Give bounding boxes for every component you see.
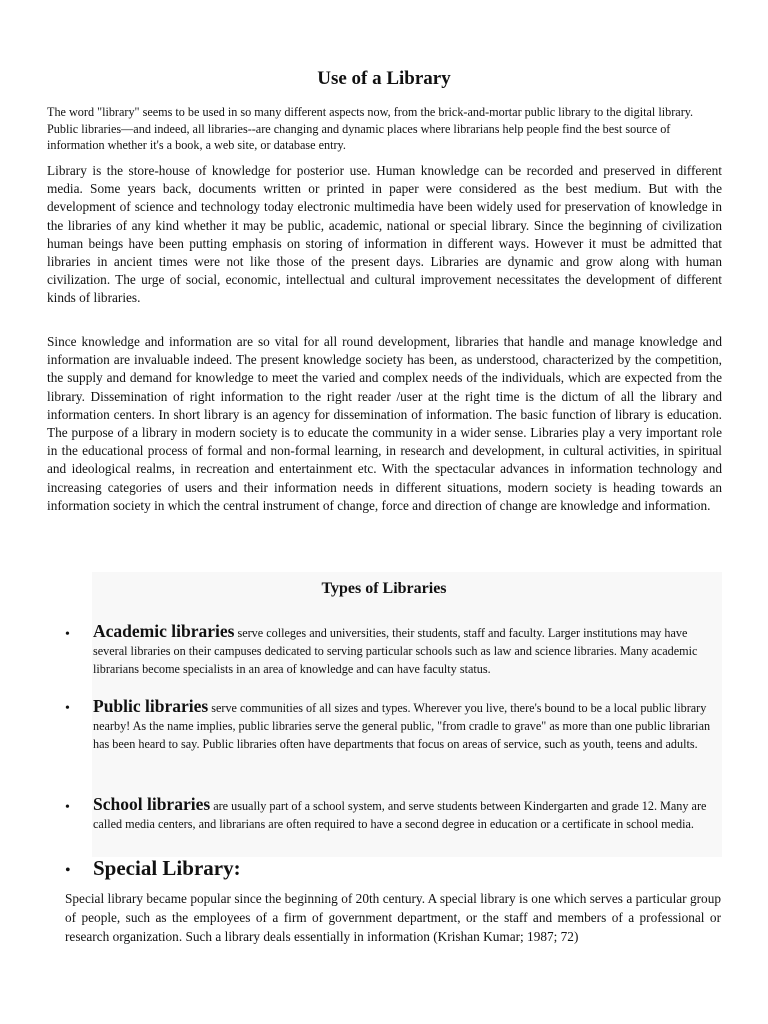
- page-title: Use of a Library: [317, 68, 451, 89]
- special-library-heading: Special Library:: [93, 856, 241, 880]
- bullet-icon: •: [65, 800, 70, 815]
- library-type-name: School libraries: [93, 794, 211, 814]
- library-type-name: Public libraries: [93, 696, 209, 716]
- bullet-icon: •: [65, 701, 70, 716]
- body-paragraph-1: Library is the store-house of knowledge for posterior use. Human knowledge can be recorded and preserved in different media. Some years back, documents written or printed in paper were considered as the best medium. But with the development of science and technology today electronic multimedia have been widely used for preservation of knowledge in the libraries of any kind whether it may be public, academic, national or special library. Since the beginning of civilization human beings have been putting emphasis on storing of information in different ways. However it must be admitted that libraries in ancient times were not like those of the present days. Libraries are dynamic and grow along with human civilization. The urge of social, economic, intellectual and cultural improvement necessitates the development of different kinds of libraries.: [47, 163, 722, 306]
- library-type-description: are usually part of a school system, and serve students between Kindergarten and grade 12. Many are called media centers, and librarians are often required to have a second degree in education or a certificate in school media.: [93, 799, 707, 831]
- intro-paragraph: The word "library" seems to be used in so many different aspects now, from the brick-and-mortar public library to the digital library. Public libraries—and indeed, all libraries--are changing and dynamic places where librarians help people find the best source of information whether it's a book, a web site, or database entry.: [47, 105, 694, 152]
- library-type-name: Academic libraries: [93, 621, 235, 641]
- body-paragraph-2: Since knowledge and information are so vital for all round development, libraries that handle and manage knowledge and information are invaluable indeed. The present knowledge society has been, as understood, characterized by the competition, the supply and demand for knowledge to meet the varied and complex needs of the individuals, which are expected from the library. Dissemination of right information to the right reader /user at the right time is the dictum of all the library and information centers. In short library is an agency for dissemination of information. The basic function of library is education. The purpose of a library in modern society is to educate the community in a wider sense. Libraries play a very important role in the educational process of formal and non-formal learning, in research and development, in cultural activities, in spiritual and ideological realms, in recreation and entertainment etc. With the spectacular advances in information technology and increasing categories of users and their information needs in different situations, modern society is heading towards an information society in which the central instrument of change, force and direction of change are knowledge and information.: [47, 334, 722, 513]
- library-type-school: [93, 795, 723, 833]
- library-type-description: serve communities of all sizes and types. Wherever you live, there's bound to be a local public library nearby! As the name implies, public libraries serve the general public, "from cradle to grave" as more than one public librarian has been heard to say. Public libraries often have departments that focus on areas of service, such as youth, teens and adults.: [93, 701, 711, 751]
- library-type-description: serve colleges and universities, their students, staff and faculty. Larger institutions may have several libraries on their campuses dedicated to serving particular schools such as law and science libraries. Many academic librarians become specialists in an area of knowledge and can have faculty status.: [93, 626, 698, 676]
- bullet-icon: •: [65, 862, 71, 879]
- library-type-public: [93, 697, 723, 753]
- bullet-icon: •: [65, 627, 70, 642]
- special-library-paragraph: Special library became popular since the beginning of 20th century. A special library is one which serves a particular group of people, such as the employees of a firm of government department, or the staff and members of a professional or research organization. Such a library deals essentially in information (Krishan Kumar; 1987; 72): [65, 891, 721, 944]
- library-type-academic: [93, 622, 723, 678]
- types-heading: Types of Libraries: [321, 580, 447, 597]
